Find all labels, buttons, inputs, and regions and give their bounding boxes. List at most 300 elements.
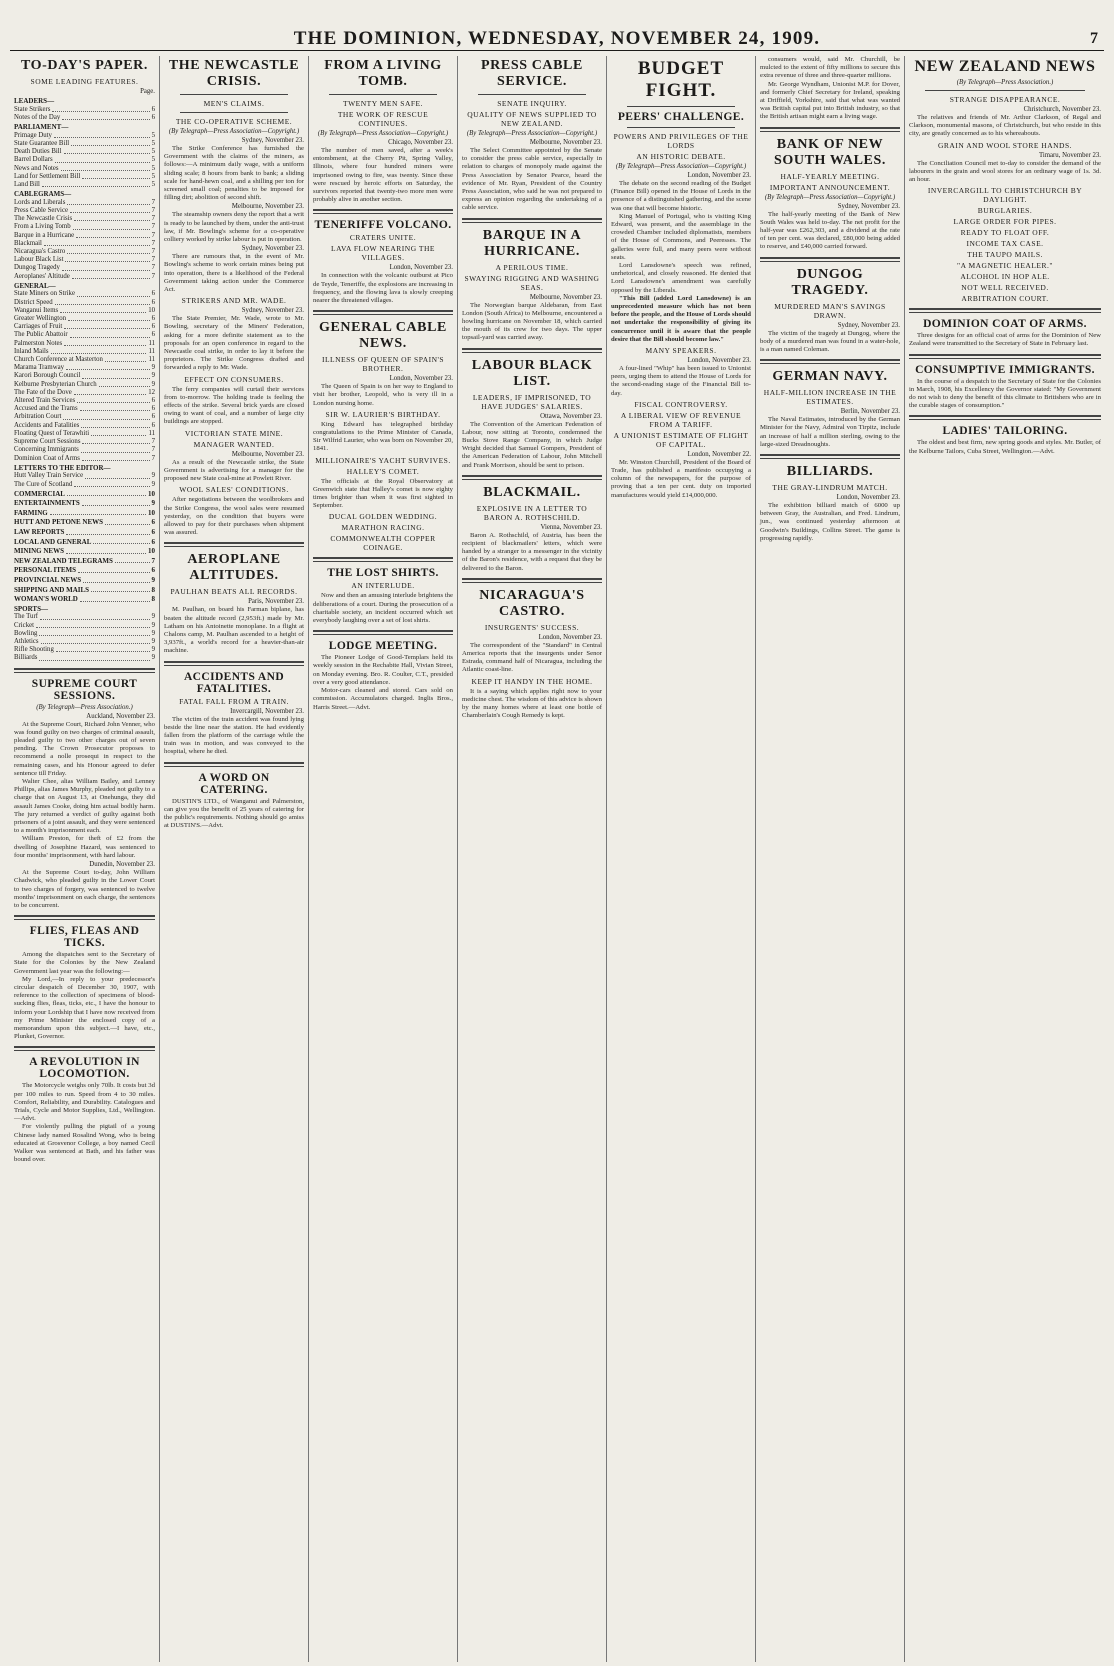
toc-entry-page: 5 xyxy=(151,131,155,139)
article-paragraph: consumers would, said Mr. Churchill, be mulcted to the extent of fifty millions to secure this extra revenue of three and three-quarter millions. xyxy=(760,56,900,80)
aeroplane-subheading: PAULHAN BEATS ALL RECORDS. xyxy=(170,587,298,597)
toc-entry-page: 7 xyxy=(151,272,155,280)
effect-subheading: EFFECT ON CONSUMERS. xyxy=(184,374,284,384)
divider xyxy=(760,127,900,132)
article-paragraph: Mr. George Wyndham, Unionist M.P. for Dover, and formerly Chief Secretary for Ireland, speaking at Driffield, Yorkshire, said that what was wanted was British capital put into British industry, so that the British artisan might earn a living wage. xyxy=(760,80,900,121)
toc-leader xyxy=(77,290,150,296)
toc-entry xyxy=(14,438,155,446)
aeroplane-heading: AEROPLANE ALTITUDES. xyxy=(187,552,281,584)
divider xyxy=(14,915,155,920)
toc-entry xyxy=(14,232,155,240)
toc-entry-page: 6 xyxy=(151,290,155,298)
toc-entry xyxy=(14,595,155,604)
toc-leader xyxy=(50,509,146,516)
toc-entry xyxy=(14,273,155,281)
toc-entry-title: PERSONAL ITEMS xyxy=(14,566,77,575)
toc-entry-title: Land for Settlement Bill xyxy=(14,172,81,180)
copper-subheading: COMMONWEALTH COPPER COINAGE. xyxy=(330,534,436,553)
article-paragraph: The victim of the tragedy at Dungog, where the body of a murdered man was found in a water-hole, is a man named Coleman. xyxy=(760,329,900,354)
toc-entry-title: State Miners on Strike xyxy=(14,290,75,298)
article-paragraph: The victim of the train accident was found lying beside the line near the station. He had evidently fallen from the platform of the carriage while the train was in motion, and was conveyed to the hospital, where he died. xyxy=(164,715,304,756)
toc-leader xyxy=(74,389,146,395)
column-1 xyxy=(10,56,160,1662)
burglaries-subheading: BURGLARIES. xyxy=(977,206,1033,216)
dateline: Timaru, November 23. xyxy=(1038,151,1101,159)
article-paragraph: A four-lined "Whip" has been issued to Unionist peers, urging them to attend the House of Lords for the second-reading stage of the Financial Bill to-day. xyxy=(611,365,751,397)
toc-entry xyxy=(14,348,155,356)
divider xyxy=(760,454,900,459)
toc-entry-title: Lords and Liberals xyxy=(14,198,66,206)
toc-leader xyxy=(73,223,150,229)
toc-entry-page: 9 xyxy=(151,646,155,654)
interlude-subheading: AN INTERLUDE. xyxy=(351,581,415,591)
article-paragraph: The ferry companies will curtail their services from to-morrow. The holding trade is feeling the effects of the strike. Several brick yards are closed owing to want of coal, and a number of large city buildings are stopped. xyxy=(164,385,304,426)
dateline: Melbourne, November 23. xyxy=(231,450,304,458)
toc-entry-page: 7 xyxy=(151,248,155,256)
article-paragraph: There are rumours that, in the event of Mr. Bowling's scheme to work certain mines being put into operation, there is a likelihood of the Federal Government taking action under the Commerce Act. xyxy=(164,253,304,294)
toc-entry-page: 7 xyxy=(151,215,155,223)
article-paragraph: At the Supreme Court to-day, John William Chadwick, who pleaded guilty in the Lower Court to two charges of forgery, was sentenced to twelve months' imprisonment on each charge, the sentences to be concurrent. xyxy=(14,869,155,909)
toc-entry xyxy=(14,481,155,489)
toc-entry xyxy=(14,148,155,156)
toc-leader xyxy=(61,165,150,171)
article-paragraph: At the Supreme Court, Richard John Venner, who was found guilty on two charges of criminal assault, pleaded guilty to two other charges out of seven pending. The Crown Prosecutor proposes to recommend a nolle prosequi in respect to the remaining cases, and his Honour agreed to defer sentence till Friday. xyxy=(14,720,155,777)
toc-entry-title: PARLIAMENT— xyxy=(14,123,69,132)
article-paragraph: William Preston, for theft of £2 from the dwelling of Josephine Hazard, was sentenced to four months' imprisonment, with hard labour. xyxy=(14,835,155,859)
article-paragraph: My Lord,—In reply to your predecessor's circular despatch of December 30, 1907, with reference to the collection of specimens of blood-sucking flies, fleas, ticks, etc., I have the honour to inform your Lordship that I have now received from my Prime Minister the enclosed copy of a memorandum upon this subject.—I have, etc., Plunket, Governor. xyxy=(14,975,155,1041)
catering-heading: A WORD ON CATERING. xyxy=(198,771,270,796)
byline: (By Telegraph—Press Association.) xyxy=(36,703,133,711)
nicaragua-subheading: INSURGENTS' SUCCESS. xyxy=(484,622,580,632)
barque-subheading: A PERILOUS TIME. xyxy=(495,262,569,272)
toc-leader xyxy=(60,307,146,313)
toc-entry-page: 6 xyxy=(151,421,155,429)
toc-entry-title: Accidents and Fatalities xyxy=(14,421,80,429)
toc-entry-page: 7 xyxy=(151,556,155,565)
byline: (By Telegraph—Press Association.) xyxy=(956,79,1054,86)
toc-entry-title: SHIPPING AND MAILS xyxy=(14,585,90,594)
columns xyxy=(10,56,1106,1662)
toc-leader xyxy=(82,499,150,506)
toc-entry-page: 6 xyxy=(151,537,155,546)
budget-fight-heading: BUDGET FIGHT. xyxy=(637,58,725,101)
byline: (By Telegraph—Press Association—Copyright.) xyxy=(466,130,598,137)
divider xyxy=(760,359,900,364)
toc-entry-title: From a Living Tomb xyxy=(14,223,71,231)
divider xyxy=(925,90,1085,91)
billiards-subheading: THE GRAY-LINDRUM MATCH. xyxy=(772,483,888,493)
toc-leader xyxy=(91,586,149,593)
toc-entry-title: Athletics xyxy=(14,638,39,646)
toc-entry xyxy=(14,199,155,207)
toc-entry xyxy=(14,490,155,499)
article-paragraph: It is a saying which applies right now to your medicine chest. The wisdom of this advice is shown by the many homes where at least one bottle of Chamberlain's Cough Remedy is kept. xyxy=(462,687,602,720)
toc-entry xyxy=(14,430,155,438)
divider xyxy=(909,354,1101,359)
dateline: London, November 22. xyxy=(687,450,751,458)
toc-entry xyxy=(14,605,155,614)
toc-leader xyxy=(63,413,149,419)
dateline: Paris, November 23. xyxy=(248,598,304,606)
toc-entry-page: 9 xyxy=(151,372,155,380)
article-paragraph: As a result of the Newcastle strike, the State Government is advertising for a manager for the proposed new State coal-mine at Powlett River. xyxy=(164,458,304,483)
article-paragraph: The Motorcycle weighs only 70lb. It costs but 3d per 100 miles to run. Speed from 4 to 30 miles. Comfort, Reliability, and Durability. Catalogues and Trials, Cycle and Motor Supplies, Ltd., Wellington.—Advt. xyxy=(14,1082,155,1123)
toc-entry xyxy=(14,123,155,132)
halley-subheading: HALLEY'S COMET. xyxy=(346,466,420,476)
toc-entry xyxy=(14,422,155,430)
press-cable-heading: PRESS CABLE SERVICE. xyxy=(481,58,583,89)
toc-leader xyxy=(82,438,149,444)
toc-entry xyxy=(14,509,155,518)
toc-entry-page: 8 xyxy=(151,595,155,604)
toc-entry-page: 6 xyxy=(151,405,155,413)
toc-entry-page: 9 xyxy=(151,499,155,508)
toc-entry xyxy=(14,566,155,575)
healer-subheading: "A MAGNETIC HEALER." xyxy=(957,261,1053,271)
column-7 xyxy=(905,56,1105,1662)
toc-entry xyxy=(14,364,155,372)
toc-entry xyxy=(14,315,155,323)
divider xyxy=(164,542,304,547)
toc-entry-title: Rifle Shooting xyxy=(14,646,54,654)
blackmail-subheading: EXPLOSIVE IN A LETTER TO BARON A. ROTHSCHILD. xyxy=(476,503,588,522)
divider xyxy=(909,415,1101,420)
dateline: Berlin, November 23. xyxy=(840,408,900,416)
toc-entry-page: 6 xyxy=(151,331,155,339)
toc-leader xyxy=(76,232,149,238)
article-paragraph: The Naval Estimates, introduced by the German Minister for the Navy, Admiral von Tirpitz, include an increase of half a million sterling, owing to the large-sized Dreadnoughts. xyxy=(760,416,900,448)
toc-entry-page: 7 xyxy=(151,446,155,454)
quality-subheading: QUALITY OF NEWS SUPPLIED TO NEW ZEALAND. xyxy=(467,110,597,128)
article-paragraph: The steamship owners deny the report that a writ is ready to be launched by them, under the anti-trust law, if Mr. Bowling's scheme for a co-operative colliery worked by strike labour is put in operation. xyxy=(164,211,304,244)
toc-entry xyxy=(14,356,155,364)
divider xyxy=(14,1046,155,1051)
toc-entry xyxy=(14,106,155,114)
toc-entry xyxy=(14,190,155,199)
divider xyxy=(462,578,602,583)
toc-leader xyxy=(70,207,150,213)
toc-leader xyxy=(82,372,149,378)
dateline: Sydney, November 23. xyxy=(837,321,900,329)
dateline: Sydney, November 23. xyxy=(241,137,304,144)
toc-entry-page: 5 xyxy=(151,156,155,164)
toc-entry xyxy=(14,576,155,585)
article-paragraph: The half-yearly meeting of the Bank of New South Wales was held to-day. The net profit for the half-year was £262,303, and a dividend at the rate of ten per cent. was declared, £80,000 being added to reserve, and £40,000 carried forward. xyxy=(760,210,900,251)
divider xyxy=(478,94,586,95)
toc-leader xyxy=(83,576,149,583)
toc-entry-page: 7 xyxy=(151,264,155,272)
toc-entry xyxy=(14,646,155,654)
toc-entry-title: Land Bill xyxy=(14,181,40,189)
teneriffe-heading: TENERIFFE VOLCANO. xyxy=(314,219,452,232)
lodge-heading: LODGE MEETING. xyxy=(328,640,438,653)
divider xyxy=(627,106,735,107)
column-4 xyxy=(458,56,607,1662)
toc-entry xyxy=(14,156,155,164)
toc-entry-title: The Newcastle Crisis xyxy=(14,215,73,223)
coat-of-arms-heading: DOMINION COAT OF ARMS. xyxy=(923,318,1087,331)
toc-entry xyxy=(14,654,155,662)
toc-entry-title: Accused and the Trams xyxy=(14,405,78,413)
byline: (By Telegraph—Press Association—Copyright.) xyxy=(615,163,747,170)
toc-entry xyxy=(14,372,155,380)
craters-subheading: CRATERS UNITE. xyxy=(349,233,417,243)
article-paragraph: Among the dispatches sent to the Secretary of State for the Colonies by the New Zealand Government last year was the following:— xyxy=(14,951,155,975)
toc-entry-title: Carriages of Fruit xyxy=(14,323,63,331)
toc-entry-page: 7 xyxy=(151,207,155,215)
toc-entry xyxy=(14,323,155,331)
toc-entry-title: Blackmail xyxy=(14,239,42,247)
toc-entry-title: Church Conference at Masterton xyxy=(14,356,103,364)
toc-leader xyxy=(40,613,150,619)
toc-entry-title: Barrel Dollars xyxy=(14,156,53,164)
toc-entry-title: Notes of the Day xyxy=(14,114,61,121)
keep-handy-subheading: KEEP IT HANDY IN THE HOME. xyxy=(471,676,593,686)
article-paragraph: The Pioneer Lodge of Good-Templars held its weekly session in the Rechabite Hall, Vivian Street, on Monday evening. Bro. R. Coulter, C.T., presided over a very good attendance. xyxy=(313,654,453,686)
dateline: Melbourne, November 23. xyxy=(231,203,304,211)
strange-subheading: STRANGE DISAPPEARANCE. xyxy=(949,95,1061,104)
toc-entry-page: 5 xyxy=(151,140,155,147)
dateline: Melbourne, November 23. xyxy=(529,139,602,146)
dateline: Ottawa, November 23. xyxy=(540,412,602,420)
toc-entry xyxy=(14,299,155,307)
float-subheading: READY TO FLOAT OFF. xyxy=(960,228,1050,238)
article-paragraph: In connection with the volcanic outburst at Pico de Teyde, Teneriffe, the explosions are increasing in frequency, and the flowing lava is slowly creeping nearer the threatened villages. xyxy=(313,272,453,305)
article-paragraph: Walter Chee, alias William Bailey, and Lenney Phillips, alias James Murphy, pleaded not guilty to a charge that on August 13, at Onehunga, they did assault James Cooke, doing him actual bodily harm. The jury returned a verdict of guilty against both prisoners of a joint assault, and they were sentenced to a month's imprisonment each. xyxy=(14,778,155,835)
dateline: Dunedin, November 23. xyxy=(89,861,155,869)
toc-entry xyxy=(14,132,155,140)
toc-entry-title: State Guarantee Bill xyxy=(14,140,70,147)
laurier-subheading: SIR W. LAURIER'S BIRTHDAY. xyxy=(325,409,441,419)
toc-entry xyxy=(14,518,155,527)
consumptive-heading: CONSUMPTIVE IMMIGRANTS. xyxy=(915,363,1095,376)
toc-entry-title: Press Cable Service xyxy=(14,207,68,215)
toc-entry xyxy=(14,446,155,454)
divider xyxy=(164,762,304,767)
article-paragraph: Baron A. Rothschild, of Austria, has been the recipient of blackmailers' letters, which were handed by a stranger to a messenger in the vicinity of the Baron's residence, with a request that they be delivered to the Baron. xyxy=(462,531,602,572)
toc-entry xyxy=(14,455,155,463)
toc-entry-page: 11 xyxy=(148,347,155,355)
toc-entry-page: 7 xyxy=(151,198,155,206)
toc-entry-page: 6 xyxy=(151,315,155,323)
toc-leader xyxy=(85,472,149,478)
column-6 xyxy=(756,56,905,1662)
column-5 xyxy=(607,56,756,1662)
toc-entry-title: The Fate of the Dove xyxy=(14,388,72,396)
fiscal-subheading: FISCAL CONTROVERSY. xyxy=(634,399,728,409)
toc-entry-title: The Turf xyxy=(14,613,38,621)
toc-entry-title: Kelburne Presbyterian Church xyxy=(14,380,97,388)
toc-entry-title: CABLEGRAMS— xyxy=(14,190,72,199)
toc-entry-page: 9 xyxy=(151,364,155,372)
divider xyxy=(462,218,602,223)
toc-entry-title: FARMING xyxy=(14,508,48,517)
toc-leader xyxy=(91,430,146,436)
wool-subheading: WOOL SALES' CONDITIONS. xyxy=(179,485,289,495)
toc-entry-title: Concerning Immigrants xyxy=(14,446,79,454)
article-paragraph: The relatives and friends of Mr. Arthur Clarkson, of Regal and Clarkson, monumental masons, of Christchurch, but who reside in this city, are greatly concerned as to his whereabouts. xyxy=(909,114,1101,138)
toc-leader xyxy=(82,455,150,461)
article-paragraph: M. Paulhan, on board his Farman biplane, has beaten the altitude record (2,953ft.) made by Mr. Latham on his Antoinette monoplane. In a flight at Chalons camp, M. Paulhan ascended to a height of 3,937ft., a world's record for a heavier-than-air machine. xyxy=(164,606,304,655)
half-yearly-subheading: HALF-YEARLY MEETING. xyxy=(780,171,880,181)
dateline: Sydney, November 23. xyxy=(837,202,900,210)
toc-leader xyxy=(36,622,150,628)
toc-leader xyxy=(67,199,149,205)
toc-leader xyxy=(81,422,149,428)
flies-heading: FLIES, FLEAS AND TICKS. xyxy=(29,925,140,950)
toc-entry-title: Billiards xyxy=(14,654,38,662)
toc-entry xyxy=(14,307,155,315)
toc-entry-page: 8 xyxy=(151,585,155,594)
lost-shirts-heading: THE LOST SHIRTS. xyxy=(327,567,439,580)
quotation: "This Bill (added Lord Lansdowne) is an unprecedented measure which has not been before the people, and the House of Lords should not undertake the responsibility of giving its concurrence until it is aware that the people desire that the Bill should become law." xyxy=(611,294,751,343)
yacht-subheading: MILLIONAIRE'S YACHT SURVIVES. xyxy=(315,455,451,465)
manager-subheading: MANAGER WANTED. xyxy=(193,439,275,449)
toc-entry xyxy=(14,413,155,421)
toc-leader xyxy=(64,148,150,154)
labour-heading: LABOUR BLACK LIST. xyxy=(471,357,593,389)
toc-entry-title: Dungog Tragedy xyxy=(14,264,60,272)
toc-entry-title: SPORTS— xyxy=(14,604,48,613)
article-paragraph: After negotiations between the woolbrokers and the Strike Congress, the wool sales were resumed yesterday, on the condition that buyers were allowed to pay for their purchases when shipment was assured. xyxy=(164,496,304,537)
toc-leader xyxy=(51,348,147,354)
toc-leader xyxy=(78,566,149,573)
divider xyxy=(180,112,288,113)
dateline: London, November 23. xyxy=(687,172,751,179)
byline: (By Telegraph—Press Association—Copyright.) xyxy=(317,130,449,137)
article-paragraph: The Queen of Spain is on her way to England to visit her brother, Leopold, who is very ill in a London nursing home. xyxy=(313,383,453,407)
toc-leader xyxy=(55,299,150,305)
toc-entry-page: 6 xyxy=(151,298,155,306)
toc-entry-page: 6 xyxy=(151,528,155,537)
toc-entry-title: LETTERS TO THE EDITOR— xyxy=(14,463,111,472)
revolution-heading: A REVOLUTION IN LOCOMOTION. xyxy=(29,1056,140,1081)
toc-leader xyxy=(77,397,149,403)
toc-entry xyxy=(14,282,155,291)
german-navy-subheading: HALF-MILLION INCREASE IN THE ESTIMATES. xyxy=(763,388,897,407)
toc-entry-title: Bowling xyxy=(14,629,38,637)
toc-entry-page: 6 xyxy=(151,566,155,575)
marathon-subheading: MARATHON RACING. xyxy=(341,523,425,533)
toc-entry xyxy=(14,207,155,215)
article-paragraph: The number of men saved, after a week's entombment, at the Cherry Pit, Spring Valley, Illinois, where four hundred miners were imprisoned owing to fire, was twenty. Since these were rescued by heroic efforts on Saturday, the survivors reported that twenty-two more men were probably alive in another section. xyxy=(313,147,453,204)
article-paragraph: The Norwegian barque Aldebaran, from East London (South Africa) to Melbourne, encountered a howling hurricane on November 18, which carried the mouth of its crew for two days. The upper topsail-yard was carried away. xyxy=(462,301,602,342)
divider xyxy=(627,127,735,128)
toc-entry-page: 10 xyxy=(148,508,155,517)
toc-entry-page: 9 xyxy=(151,472,155,480)
column-2 xyxy=(160,56,309,1662)
supreme-court-heading: SUPREME COURT SESSIONS. xyxy=(31,677,138,702)
toc-entry-title: Wanganui Items xyxy=(14,306,59,314)
toc-leader xyxy=(80,595,150,602)
toc-entry xyxy=(14,389,155,397)
toc-entry xyxy=(14,340,155,348)
article-paragraph: The officials at the Royal Observatory at Greenwich state that Halley's comet is now eighty times brighter than when it was first sighted in September. xyxy=(313,477,453,510)
toc-entry xyxy=(14,499,155,508)
not-well-subheading: NOT WELL RECEIVED. xyxy=(961,283,1049,293)
dateline: London, November 23. xyxy=(538,633,602,641)
toc-leader xyxy=(99,381,150,387)
dateline: Vienna, November 23. xyxy=(540,523,602,531)
toc-leader xyxy=(52,106,149,112)
toc-entry-page: 5 xyxy=(151,148,155,156)
toc-entry-title: Greater Wellington xyxy=(14,315,66,323)
divider xyxy=(760,257,900,262)
toc-entry-page: 7 xyxy=(151,256,155,264)
toc-entry-page: 5 xyxy=(151,172,155,180)
toc-leader xyxy=(105,518,149,525)
toc-entry xyxy=(14,638,155,646)
toc-leader xyxy=(64,323,149,329)
pipes-subheading: LARGE ORDER FOR PIPES. xyxy=(953,217,1057,227)
toc-leader xyxy=(71,140,149,146)
toc-entry xyxy=(14,215,155,223)
toc-leader xyxy=(68,315,150,321)
peers-challenge-heading: PEERS' CHALLENGE. xyxy=(617,111,745,123)
toc-entry-title: Aeroplanes' Altitude xyxy=(14,272,70,280)
invercargill-subheading: INVERCARGILL TO CHRISTCHURCH BY DAYLIGHT. xyxy=(927,186,1083,205)
toc-entry xyxy=(14,165,155,173)
toc-entry-page: 6 xyxy=(151,518,155,527)
toc-entry-title: HUTT AND PETONE NEWS xyxy=(14,518,104,527)
toc-leader xyxy=(72,273,150,279)
mens-claims-subheading: MEN'S CLAIMS. xyxy=(203,99,265,108)
toc-leader xyxy=(42,181,150,187)
toc-entry-page: 6 xyxy=(151,397,155,405)
alcohol-subheading: ALCOHOL IN HOP ALE. xyxy=(960,272,1050,282)
toc-entry-page: 6 xyxy=(151,105,155,113)
byline: (By Telegraph—Press Association—Copyright.) xyxy=(168,128,300,135)
toc-entry-title: Arbitration Court xyxy=(14,413,62,421)
dateline: Chicago, November 23. xyxy=(388,139,453,146)
todays-paper-heading: TO-DAY'S PAPER. xyxy=(21,58,148,73)
toc-entry-title: GENERAL— xyxy=(14,281,56,290)
toc-entry-page: 9 xyxy=(151,576,155,585)
toc-entry-title: Death Duties Bill xyxy=(14,148,62,156)
toc-leader xyxy=(39,630,149,636)
toc-leader xyxy=(56,646,150,652)
barque-heading: BARQUE IN A HURRICANE. xyxy=(482,227,582,259)
dateline: London, November 23. xyxy=(389,264,453,272)
toc-entry-title: PROVINCIAL NEWS xyxy=(14,576,82,585)
toc-entry-title: The Cure of Scotland xyxy=(14,480,73,488)
toc-entry-page: 11 xyxy=(148,356,155,364)
toc-entry-page: 7 xyxy=(151,239,155,247)
toc-entry xyxy=(14,397,155,405)
toc-entry xyxy=(14,240,155,248)
powers-subheading: POWERS AND PRIVILEGES OF THE LORDS xyxy=(613,132,749,150)
toc-leader xyxy=(81,446,150,452)
article-paragraph: King Edward has telegraphed birthday congratulations to the Prime Minister of Canada, Sir Wilfrid Laurier, who was born on November 20, 1841. xyxy=(313,420,453,453)
toc-entry-title: WOMAN'S WORLD xyxy=(14,595,78,604)
living-tomb-heading: FROM A LIVING TOMB. xyxy=(324,58,442,89)
divider xyxy=(313,557,453,562)
toc-entry-title: Dominion Coat of Arms xyxy=(14,454,80,462)
toc-entry-title: State Strikers xyxy=(14,105,51,113)
toc-entry-page: 9 xyxy=(151,380,155,388)
twenty-men-subheading: TWENTY MEN SAFE. xyxy=(342,99,423,108)
dateline: Sydney, November 23. xyxy=(241,307,304,315)
toc-entry xyxy=(14,223,155,231)
article-paragraph: The exhibition billiard match of 6000 up between Gray, the Australian, and Fred. Lindrum, jun., was continued yesterday afternoon at Goodwin's Buildings, Collins Street. The game is progressing rapidly. xyxy=(760,502,900,542)
toc-entry-title: Supreme Court Sessions xyxy=(14,438,81,446)
unionist-subheading: A UNIONIST ESTIMATE OF FLIGHT OF CAPITAL. xyxy=(613,430,749,449)
divider xyxy=(313,630,453,635)
toc-entry xyxy=(14,173,155,181)
arbitration-subheading: ARBITRATION COURT. xyxy=(961,294,1049,304)
toc-leader xyxy=(70,331,150,337)
toc-entry-title: Marama Tramway xyxy=(14,364,65,372)
